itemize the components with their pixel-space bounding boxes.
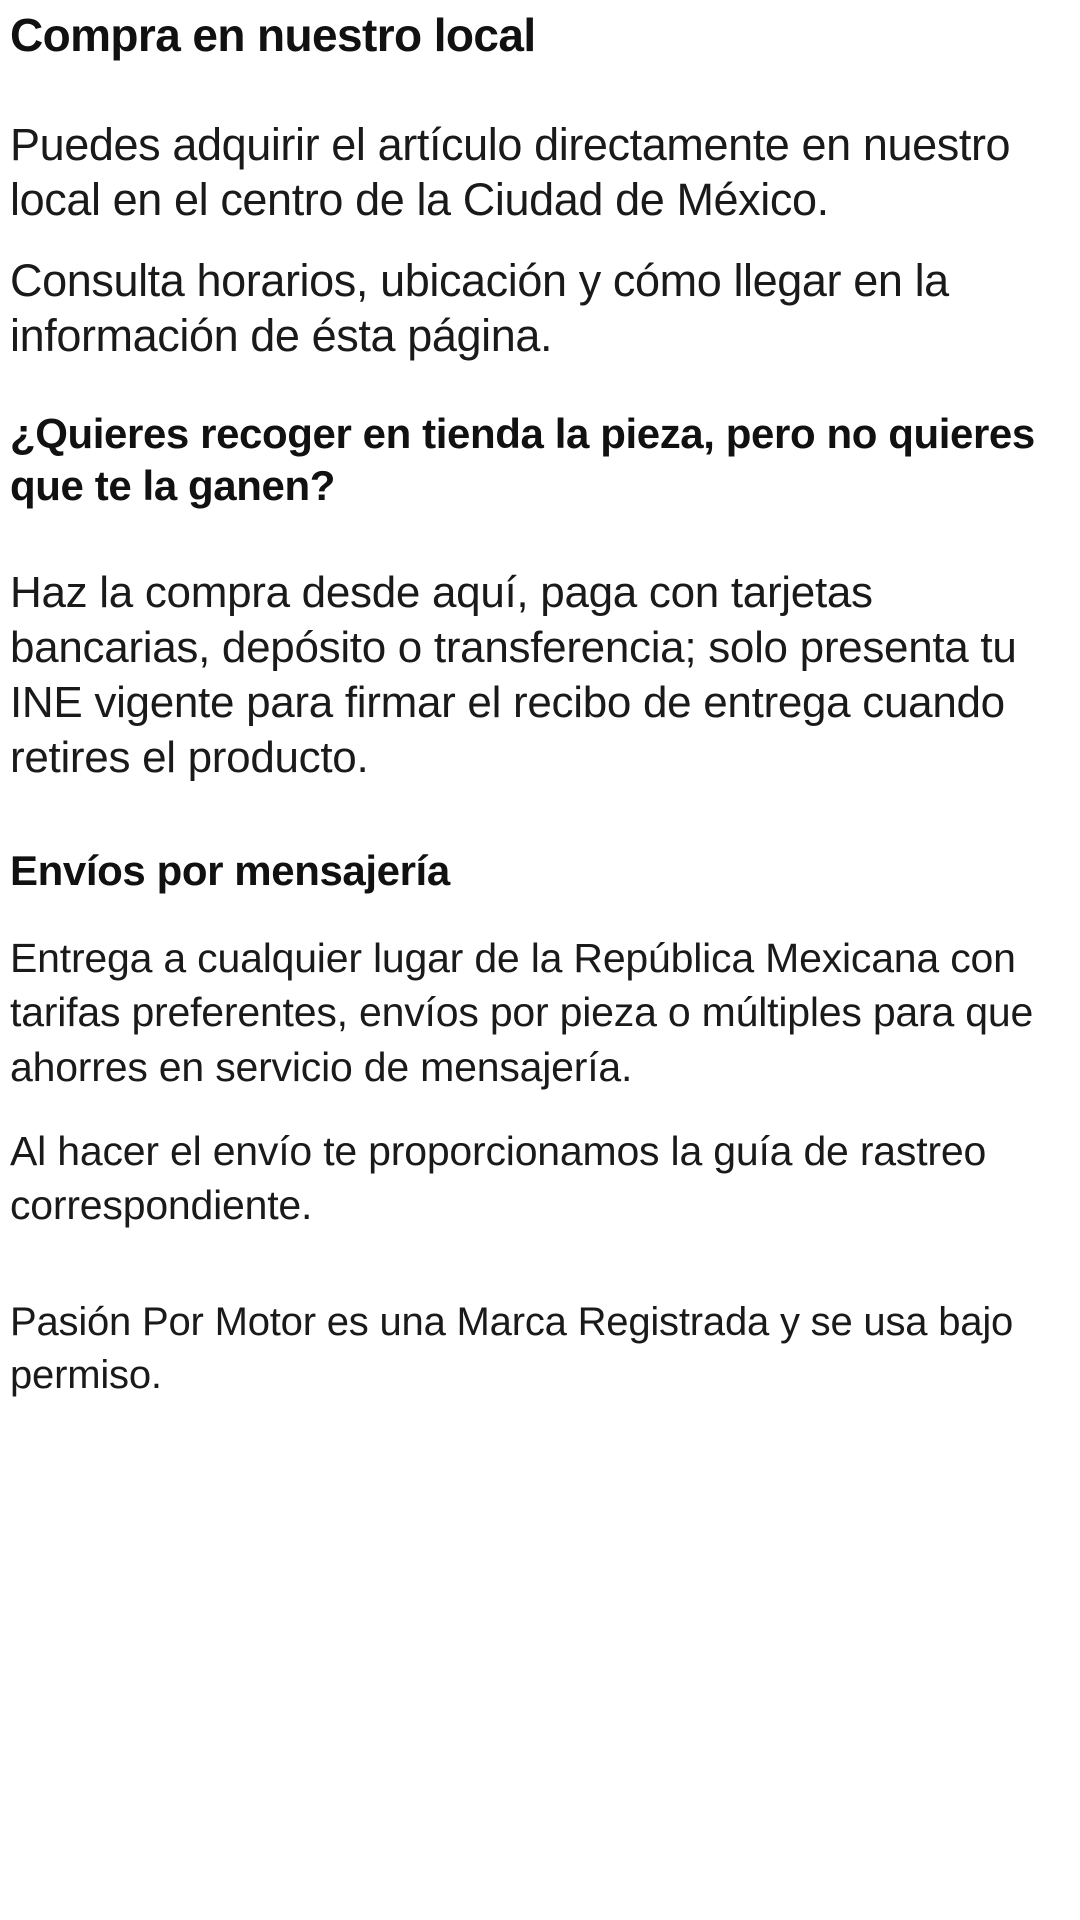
pickup-paragraph-1: Puedes adquirir el artículo directamente en nuestro local en el centro de la Ciudad de México. <box>10 119 1011 226</box>
spacer <box>10 1094 1070 1124</box>
shipping-section-title: Envíos por mensajería <box>10 846 450 894</box>
spacer <box>10 785 1070 845</box>
shipping-paragraph-2: Al hacer el envío te proporcionamos la guía de rastreo correspondiente. <box>10 1127 987 1228</box>
pickup-paragraph-3: Haz la compra desde aquí, paga con tarjetas bancarias, depósito o transferencia; solo presenta tu INE vigente para firmar el recibo de entrega cuando retires el producto. <box>10 567 1017 782</box>
spacer <box>10 1232 1070 1296</box>
trademark-notice: Pasión Por Motor es una Marca Registrada y se usa bajo permiso. <box>10 1299 1014 1398</box>
spacer <box>10 228 1070 254</box>
shipping-paragraph-1: Entrega a cualquier lugar de la República Mexicana con tarifas preferentes, envíos por pieza o múltiples para que ahorres en servicio de mensajería. <box>10 935 1034 1090</box>
spacer <box>10 364 1070 408</box>
spacer <box>10 897 1070 931</box>
pickup-paragraph-2: Consulta horarios, ubicación y cómo llegar en la información de ésta página. <box>10 255 949 361</box>
spacer <box>10 513 1070 565</box>
pickup-question-heading: ¿Quieres recoger en tienda la pieza, pero no quieres que te la ganen? <box>10 409 1035 510</box>
page-title: Compra en nuestro local <box>10 9 536 61</box>
spacer <box>10 62 1070 118</box>
